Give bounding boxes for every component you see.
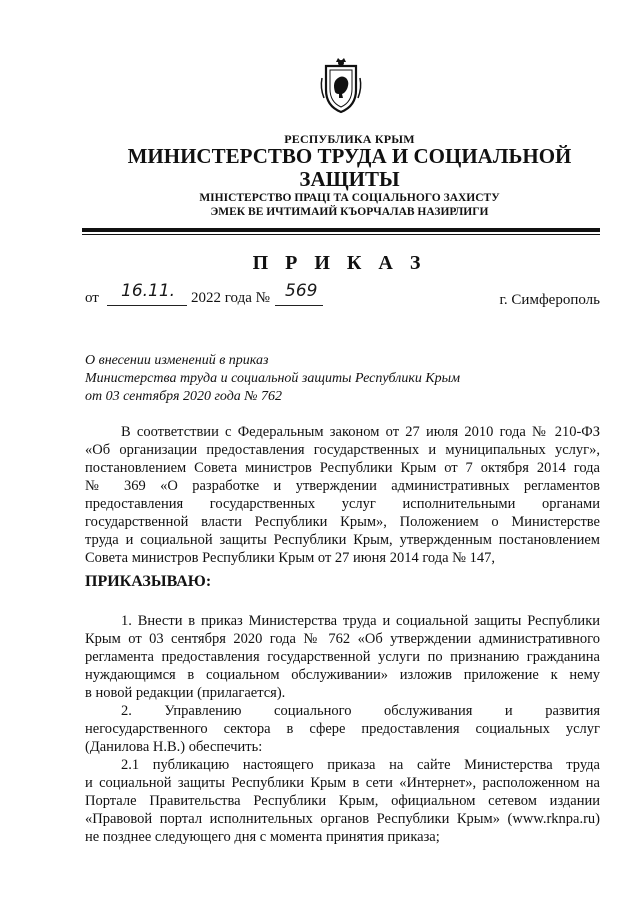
coat-of-arms-icon <box>318 56 364 116</box>
subject-line: О внесении изменений в приказ <box>85 353 269 368</box>
text-line: № 369 «О разработке и утверждении административных регламентов <box>85 478 600 494</box>
text-line: постановлением Совета министров Республики Крым от 7 октября 2014 года <box>85 460 600 476</box>
city: г. Симферополь <box>499 292 600 308</box>
text-line: в новой редакции (прилагается). <box>85 685 286 701</box>
text-line: Крым от 03 сентября 2020 года № 762 «Об утверждении административного <box>85 631 600 647</box>
ministry-name: МИНИСТЕРСТВО ТРУДА И СОЦИАЛЬНОЙ <box>127 144 572 168</box>
republic-name: РЕСПУБЛИКА КРЫМ <box>284 132 415 146</box>
text-line: государственной власти Республики Крым», Положением о Министерстве <box>85 514 600 530</box>
preamble <box>85 423 600 567</box>
from-label: от <box>85 290 99 306</box>
text-line: (Данилова Н.В.) обеспечить: <box>85 739 263 755</box>
year-label: 2022 года № <box>191 290 270 306</box>
date-handwritten: 16.11. <box>121 281 176 301</box>
text-line: Совета министров Республики Крым от 27 июня 2014 года № 147, <box>85 550 496 566</box>
item-2-1 <box>85 756 600 846</box>
date-field <box>107 281 187 306</box>
ministry-name-line2: ЗАЩИТЫ <box>299 167 400 191</box>
text-line: В соответствии с Федеральным законом от 27 июля 2010 года № 210-ФЗ <box>121 424 600 440</box>
text-line: «Об организации предоставления государственных и муниципальных услуг», <box>85 442 600 458</box>
text-line: нуждающимся в социальном обслуживании» изложив приложение к нему <box>85 667 600 683</box>
number-field <box>275 281 323 306</box>
text-line: 1. Внести в приказ Министерства труда и социальной защиты Республики <box>121 613 600 629</box>
text-line: и социальной защиты Республики Крым в сети «Интернет», расположенном на <box>85 775 600 791</box>
subject-block <box>85 352 545 406</box>
dateline <box>85 281 600 311</box>
text-line: 2. Управлению социального обслуживания и развития <box>121 703 600 719</box>
header-rule-thick <box>82 228 600 232</box>
text-line: труда и социальной защиты Республики Крым, утвержденным постановлением <box>85 532 600 548</box>
item-1 <box>85 612 600 702</box>
document-title: П Р И К А З <box>252 252 427 274</box>
text-line: не позднее следующего дня с момента принятия приказа; <box>85 829 440 845</box>
header-rule-thin <box>82 234 600 235</box>
ministry-name-ukrainian: МІНІСТЕРСТВО ПРАЦІ ТА СОЦІАЛЬНОГО ЗАХИСТУ <box>199 192 500 204</box>
text-line: предоставления государственных услуг исполнительными органами <box>85 496 600 512</box>
text-line: негосударственного сектора в сфере предоставления социальных услуг <box>85 721 600 737</box>
subject-line: Министерства труда и социальной защиты Республики Крым <box>85 371 461 386</box>
text-line: Портале Правительства Республики Крым, официальном сетевом издании <box>85 793 600 809</box>
text-line: 2.1 публикацию настоящего приказа на сайте Министерства труда <box>121 757 600 773</box>
text-line: регламента предоставления государственной услуги по признанию гражданина <box>85 649 600 665</box>
orders-heading: ПРИКАЗЫВАЮ: <box>85 573 212 590</box>
ministry-name-crimean-tatar: ЭМЕК ВЕ ИЧТИМАИЙ КЪОРЧАЛАВ НАЗИРЛИГИ <box>210 206 489 218</box>
number-handwritten: 569 <box>285 281 318 301</box>
item-2 <box>85 702 600 756</box>
text-line: «Правовой портал исполнительных органов Республики Крым» (www.rknpa.ru) <box>85 811 600 827</box>
subject-line: от 03 сентября 2020 года № 762 <box>85 389 283 404</box>
